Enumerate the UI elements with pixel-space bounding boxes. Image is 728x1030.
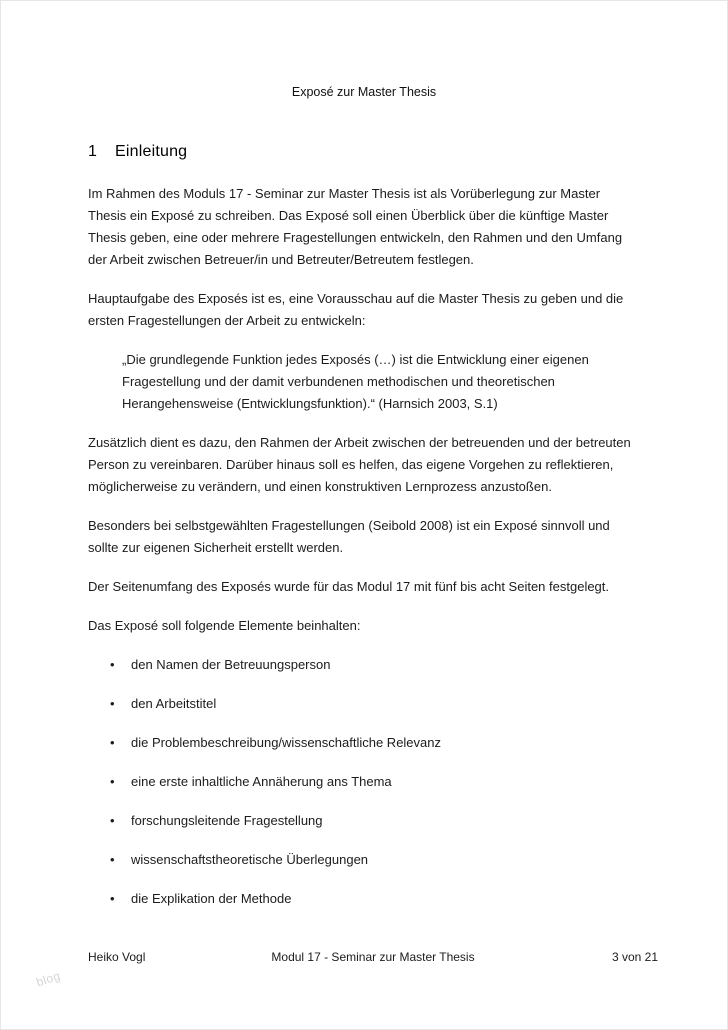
elements-bullet-list: [88, 654, 640, 910]
section-number: 1: [88, 143, 98, 160]
paragraph-page-count: Der Seitenumfang des Exposés wurde für das Modul 17 mit fünf bis acht Seiten festgelegt.: [88, 579, 610, 594]
watermark-text: blog: [34, 968, 63, 990]
paragraph-self-chosen: Besonders bei selbstgewählten Fragestellungen (Seibold 2008) ist ein Exposé sinnvoll und sollte zur eigenen Sicherheit erstellt werden.: [88, 518, 610, 555]
document-content: [88, 143, 640, 910]
document-header-title: Exposé zur Master Thesis: [291, 85, 437, 99]
list-item: [110, 732, 640, 754]
blockquote-citation: „Die grundlegende Funktion jedes Exposés (…) ist die Entwicklung einer eigenen Fragestellung und der damit verbundenen methodischen und theoretischen Herangehensweise (Entwicklungsfunktion).“ (Harnsich 2003, S.1): [122, 352, 589, 411]
bullet-icon: •: [110, 735, 115, 750]
list-item-text: den Namen der Betreuungsperson: [131, 657, 331, 672]
list-item-text: forschungsleitende Fragestellung: [131, 813, 323, 828]
bullet-icon: •: [110, 696, 115, 711]
bullet-icon: •: [110, 774, 115, 789]
list-item-text: eine erste inhaltliche Annäherung ans Thema: [131, 774, 392, 789]
list-item: [110, 654, 640, 676]
bullet-icon: •: [110, 852, 115, 867]
bullet-icon: •: [110, 657, 115, 672]
paragraph-additional-purpose: Zusätzlich dient es dazu, den Rahmen der Arbeit zwischen der betreuenden und der betreuten Person zu vereinbaren. Darüber hinaus soll es helfen, das eigene Vorgehen zu reflektieren, möglicherweise zu verändern, und einen konstruktiven Lernprozess anzustoßen.: [88, 435, 631, 494]
list-item-text: die Explikation der Methode: [131, 891, 292, 906]
footer-module-title: Modul 17 - Seminar zur Master Thesis: [271, 950, 475, 964]
bullet-icon: •: [110, 891, 115, 906]
page-footer: [88, 950, 658, 964]
bullet-icon: •: [110, 813, 115, 828]
footer-author: Heiko Vogl: [88, 950, 146, 964]
paragraph-elements-intro: Das Exposé soll folgende Elemente beinhalten:: [88, 618, 361, 633]
list-item: [110, 693, 640, 715]
list-item: [110, 849, 640, 871]
section-title: Einleitung: [115, 143, 188, 160]
paragraph-introduction: Im Rahmen des Moduls 17 - Seminar zur Master Thesis ist als Vorüberlegung zur Master Thesis ein Exposé zu schreiben. Das Exposé soll einen Überblick über die künftige Master Thesis geben, eine oder mehrere Fragestellungen entwickeln, den Rahmen und den Umfang der Arbeit zwischen Betreuer/in und Betreuter/Betreutem festlegen.: [88, 186, 623, 267]
footer-page-number: 3 von 21: [611, 950, 658, 964]
list-item: [110, 771, 640, 793]
list-item: [110, 888, 640, 910]
section-heading: [88, 143, 640, 161]
list-item-text: wissenschaftstheoretische Überlegungen: [131, 852, 369, 867]
paragraph-main-task: Hauptaufgabe des Exposés ist es, eine Vorausschau auf die Master Thesis zu geben und die ersten Fragestellungen der Arbeit zu entwickeln:: [88, 291, 624, 328]
list-item: [110, 810, 640, 832]
list-item-text: die Problembeschreibung/wissenschaftliche Relevanz: [131, 735, 442, 750]
list-item-text: den Arbeitstitel: [131, 696, 217, 711]
